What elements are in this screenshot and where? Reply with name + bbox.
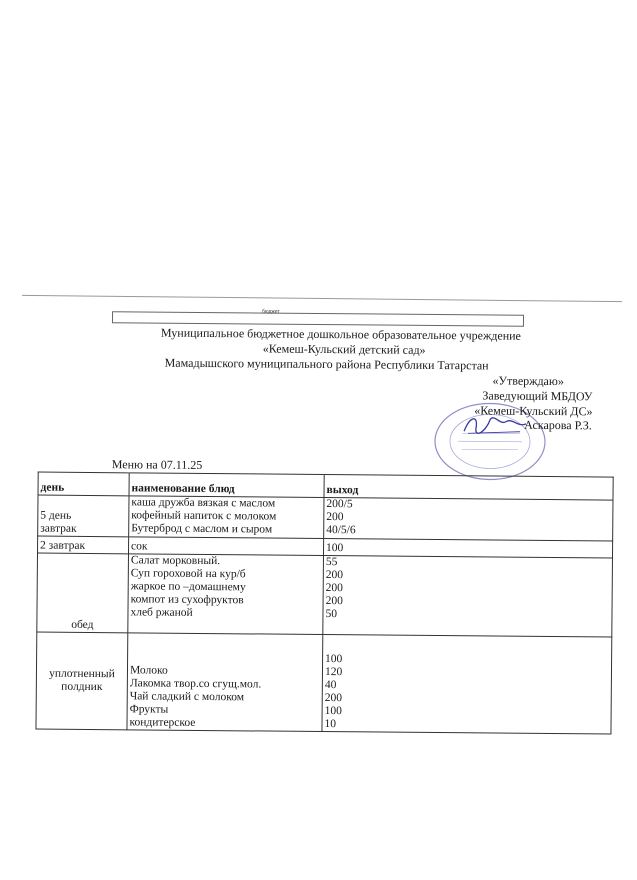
dish-name: Молоко: [130, 664, 320, 679]
meal-label: завтрак: [40, 523, 126, 537]
dish-name: каша дружба вязкая с маслом: [131, 496, 321, 511]
meal-label: 5 день: [40, 510, 126, 524]
dish-name: хлеб ржаной: [130, 606, 320, 621]
meal-label: обед: [39, 619, 125, 633]
table-row: [37, 553, 613, 637]
output-value: 200: [326, 582, 610, 597]
header-line-2: «Кемеш-Кульский детский сад»: [263, 341, 426, 357]
dish-name: Бутерброд с маслом и сыром: [131, 522, 321, 537]
dish-name: Лакомка твор.со сгущ.мол.: [130, 677, 320, 692]
outputs-cell: [324, 498, 613, 542]
column-header-output: выход: [324, 475, 613, 501]
meal-cell: [38, 495, 129, 537]
output-value: 100: [325, 653, 609, 668]
dish-name: кофейный напиток с молоком: [131, 509, 321, 524]
dish-name: компот из сухофруктов: [131, 593, 321, 608]
outputs-cell: [323, 556, 613, 638]
dishes-cell: [128, 554, 324, 635]
approval-organization: «Кемеш-Кульский ДС»: [474, 403, 592, 419]
output-value: 40: [325, 679, 609, 694]
output-value: 200: [326, 511, 610, 526]
output-value: 100: [325, 705, 609, 720]
output-value: 40/5/6: [326, 524, 610, 539]
menu-table: [35, 472, 613, 735]
dish-name: Суп гороховой на кур/б: [131, 567, 321, 582]
dish-name: Салат морковный.: [131, 554, 321, 569]
output-value: 55: [326, 556, 610, 571]
meal-label: полдник: [39, 681, 125, 695]
dish-name: Фрукты: [130, 703, 320, 718]
dishes-cell: [128, 537, 323, 556]
dish-name: жаркое по –домашнему: [131, 580, 321, 595]
approval-name: Аскарова Р.З.: [524, 418, 592, 434]
approval-position: Заведующий МБДОУ: [482, 388, 592, 404]
dish-name: Чай сладкий с молоком: [130, 690, 320, 705]
menu-title: Меню на 07.11.25: [112, 457, 203, 473]
dish-name: кондитерское: [129, 716, 319, 731]
output-value: 200: [325, 692, 609, 707]
cut-strip-label: бюджет: [262, 309, 280, 315]
dishes-cell: [127, 633, 323, 732]
header-line-1: Муниципальное бюджетное дошкольное образовательное учреждение: [161, 326, 521, 344]
output-value: 10: [324, 718, 608, 733]
output-value: 200: [326, 569, 610, 584]
output-value: 200: [326, 595, 610, 610]
header-line-3: Мамадышского муниципального района Республики Татарстан: [165, 356, 489, 374]
dish-name: сок: [131, 540, 321, 555]
column-header-day: день: [38, 472, 129, 496]
table-row: [36, 632, 612, 734]
meal-cell: [38, 536, 129, 554]
meal-cell: [36, 632, 128, 730]
output-value: 100: [326, 542, 610, 557]
output-value: 50: [325, 608, 609, 623]
output-value: 120: [325, 666, 609, 681]
meal-label: 2 завтрак: [40, 540, 126, 554]
approval-title: «Утверждаю»: [492, 374, 563, 390]
outputs-cell: [322, 635, 612, 735]
column-header-dish: наименование блюд: [129, 473, 324, 498]
meal-label: уплотненный: [39, 668, 125, 682]
meal-cell: [37, 553, 129, 633]
table-row: [38, 495, 613, 541]
output-value: 200/5: [326, 498, 610, 513]
dishes-cell: [129, 496, 324, 539]
